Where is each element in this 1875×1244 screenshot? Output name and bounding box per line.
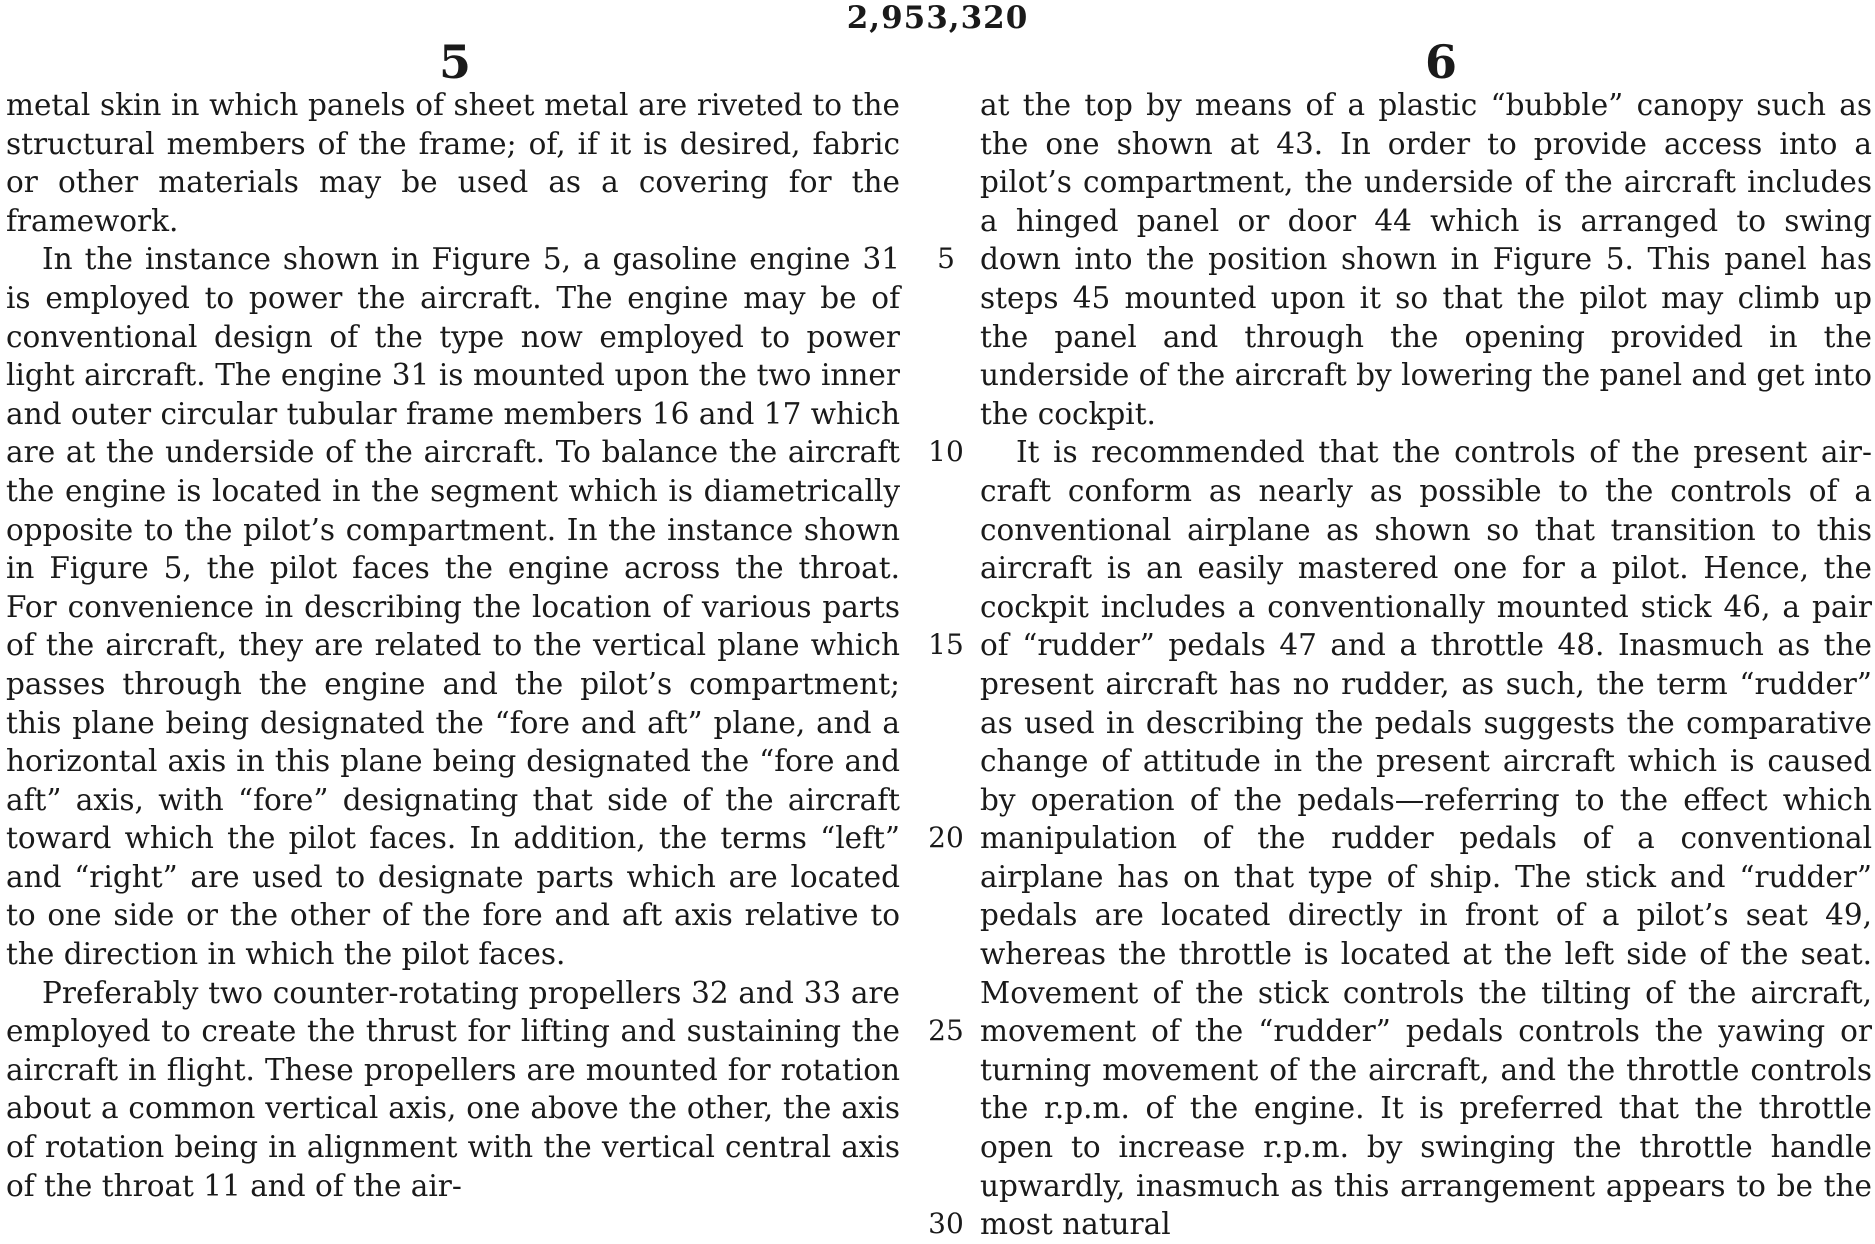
line-number: 5 xyxy=(937,242,955,276)
right-paragraph-2: It is recommended that the controls of the present aircraft conform as nearly as possible to the controls of a conventional airplane as shown so that transition to this aircraft is an easily mastered one for a pilot. Hence, the cockpit includes a conventionally mounted stick 46, a pair of “rudder” pedals 47 and a throttle 48. Inasmuch as the present aircraft has no rudder, as such, the term “rudder” as used in describing the pedals suggests the comparative change of attitude in the present aircraft which is caused by operation of the pedals—referring to the effect which manipulation of the rudder pedals of a conventional airplane has on that type of ship. The stick and “rudder” pedals are located directly in front of a pilot’s seat 49, whereas the throttle is located at the left side of the seat. Movement of the stick controls the tilting of the aircraft, movement of the “rudder” pedals controls the yawing or turning movement of the aircraft, and the throttle controls the r.p.m. of the engine. It is preferred that the throttle open to increase r.p.m. by swinging the throttle handle upwardly, inasmuch as this arrangement appears to be the most natural xyxy=(980,435,1872,1242)
line-number: 15 xyxy=(928,628,964,662)
right-paragraph-1: at the top by means of a plastic “bubble” canopy such as the one shown at 43. In order to provide access into a pilot’s compartment, the underside of the aircraft includes a hinged panel or door 44 which is arranged to swing down into the position shown in Figure 5. This panel has steps 45 mounted upon it so that the pilot may climb up the panel and through the opening provided in the underside of the aircraft by lowering the panel and get into the cockpit. xyxy=(980,88,1872,431)
line-number: 30 xyxy=(928,1207,964,1241)
left-paragraph-1: metal skin in which panels of sheet metal are riveted to the structural members of the frame; of, if it is desired, fabric or other materials may be used as a covering for the framework. xyxy=(6,88,900,238)
left-text-column xyxy=(6,86,900,1205)
line-number: 10 xyxy=(928,435,964,469)
line-number: 20 xyxy=(928,821,964,855)
right-text-column xyxy=(980,86,1872,1244)
patent-number: 2,953,320 xyxy=(846,0,1029,36)
left-paragraph-3: Preferably two counter-rotating propellers 32 and 33 are employed to create the thrust for lifting and sustaining the aircraft in flight. These propellers are mounted for rotation about a common vertical axis, one above the other, the axis of rotation being in alignment with the vertical central axis of the throat 11 and of the air- xyxy=(6,975,900,1203)
line-number: 25 xyxy=(928,1014,964,1048)
left-paragraph-2: In the instance shown in Figure 5, a gasoline engine 31 is employed to power the aircraft. The engine may be of conventional design of the type now employed to power light aircraft. The engine 31 is mounted upon the two inner and outer circular tubular frame members 16 and 17 which are at the underside of the aircraft. To balance the aircraft the engine is located in the segment which is diametrically opposite to the pilot’s compartment. In the instance shown in Figure 5, the pilot faces the engine across the throat. For convenience in describing the location of various parts of the aircraft, they are related to the vertical plane which passes through the engine and the pilot’s compartment; this plane being designated the “fore and aft” plane, and a horizontal axis in this plane being designated the “fore and aft” axis, with “fore” designating that side of the aircraft toward which the pilot faces. In addition, the terms “left” and “right” are used to designate parts which are located to one side or the other of the fore and aft axis relative to the direction in which the pilot faces. xyxy=(6,242,900,972)
right-column-number: 6 xyxy=(1424,35,1457,89)
left-column-number: 5 xyxy=(438,35,471,89)
